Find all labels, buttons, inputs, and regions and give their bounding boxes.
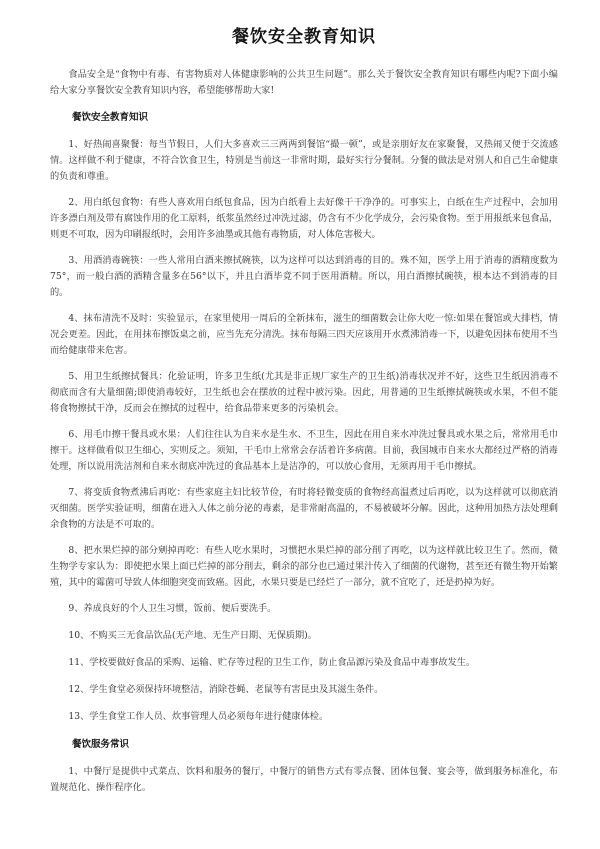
safety-item-13: 13、学生食堂工作人员、炊事管理人员必须每年进行健康体检。 <box>68 711 329 722</box>
safety-item-6: 6、用毛巾擦干餐具或水果：人们往往认为自来水是生水、不卫生，因此在用自来水冲洗过餐具或水果之后，常常用毛巾擦干。这样做看似卫生细心，实则反之。须知，干毛巾上常常会存活着许多病菌。目前，我国城市自来水大都经过严格的消毒处理，所以说用洗洁剂和自来水彻底冲洗过的食品基本上是洁净的，可以放心食用，无须再用干毛巾擦拭。 <box>50 429 558 472</box>
safety-item-11: 11、学校要做好食品的采购、运输、贮存等过程的卫生工作，防止食品源污染及食品中毒事故发生。 <box>68 657 476 668</box>
safety-item-8: 8、把水果烂掉的部分剜掉再吃：有些人吃水果时，习惯把水果烂掉的部分削了再吃，以为这样就比较卫生了。然而，微生物学专家认为：即使把水果上面已烂掉的部分削去，剩余的部分也已通过果汁传入了细菌的代谢物，甚至还有微生物开始繁殖，其中的霉菌可导致人体细胞突变而致癌。因此，水果只要是已经烂了一部分，就不宜吃了，还是扔掉为好。 <box>50 545 558 588</box>
page-title: 餐饮安全教育知识 <box>232 27 376 47</box>
section-heading-service: 餐饮服务常识 <box>72 739 130 750</box>
safety-item-1: 1、好热闹喜聚餐：每当节假日，人们大多喜欢三三两两到餐馆“撮一顿”，或是亲朋好友在家聚餐，又热闹又便于交流感情。这样做不利于健康，不符合饮食卫生，特别是当前这一非常时期，最好实行分餐制。分餐的做法是对别人和自己生命健康的负责和尊重。 <box>50 139 558 182</box>
safety-item-10: 10、不购买三无食品饮品(无产地、无生产日期、无保质期)。 <box>68 630 317 641</box>
section-heading-safety: 餐饮安全教育知识 <box>72 112 149 123</box>
safety-item-4: 4、抹布清洗不及时：实验显示，在家里使用一周后的全新抹布，滋生的细菌数会让你大吃一惊:如果在餐馆或大排档，情况会更差。因此，在用抹布擦饭桌之前，应当先充分清洗。抹布每隔三四天应该用开水煮沸消毒一下，以避免因抹布使用不当而给健康带来危害。 <box>50 313 558 356</box>
service-item-1: 1、中餐厅是提供中式菜点、饮料和服务的餐厅，中餐厅的销售方式有零点餐、团体包餐、宴会等，做到服务标准化，布置规范化、操作程序化。 <box>50 766 558 793</box>
safety-item-5: 5、用卫生纸擦拭餐具：化验证明，许多卫生纸(尤其是非正规厂家生产的卫生纸)消毒状况并不好，这些卫生纸因消毒不彻底而含有大量细菌;即使消毒较好，卫生纸也会在摆放的过程中被污染。因此，用普通的卫生纸擦拭碗筷或水果，不但不能将食物擦拭干净，反而会在擦拭的过程中，给食品带来更多的污染机会。 <box>50 371 558 414</box>
safety-item-7: 7、将变质食物煮沸后再吃：有些家庭主妇比较节俭，有时将轻微变质的食物经高温煮过后再吃，以为这样就可以彻底消灭细菌。医学实验证明，细菌在进入人体之前分泌的毒素，是非常耐高温的，不易被破坏分解。因此，这种用加热方法处理剩余食物的方法是不可取的。 <box>50 487 558 530</box>
safety-item-3: 3、用酒消毒碗筷：一些人常用白酒来擦拭碗筷，以为这样可以达到消毒的目的。殊不知，医学上用于消毒的酒精度数为75°，而一般白酒的酒精含量多在56°以下，并且白酒毕竟不同于医用酒精。所以，用白酒擦拭碗筷，根本达不到消毒的目的。 <box>50 255 558 298</box>
safety-item-12: 12、学生食堂必须保持环境整洁，消除苍蝇、老鼠等有害昆虫及其滋生条件。 <box>68 684 384 695</box>
safety-item-2: 2、用白纸包食物：有些人喜欢用白纸包食品，因为白纸看上去好像干干净净的。可事实上，白纸在生产过程中，会加用许多漂白剂及带有腐蚀作用的化工原料，纸浆虽然经过冲洗过滤，仍含有不少化学成分，会污染食物。至于用报纸来包食品，则更不可取，因为印刷报纸时，会用许多油墨或其他有毒物质，对人体危害极大。 <box>50 197 558 240</box>
safety-item-9: 9、养成良好的个人卫生习惯，饭前、便后要洗手。 <box>68 603 277 614</box>
intro-paragraph: 食品安全是“食物中有毒、有害物质对人体健康影响的公共卫生问题”。那么关于餐饮安全教育知识有哪些内呢?下面小编给大家分享餐饮安全教育知识内容，希望能够帮助大家! <box>50 69 558 96</box>
